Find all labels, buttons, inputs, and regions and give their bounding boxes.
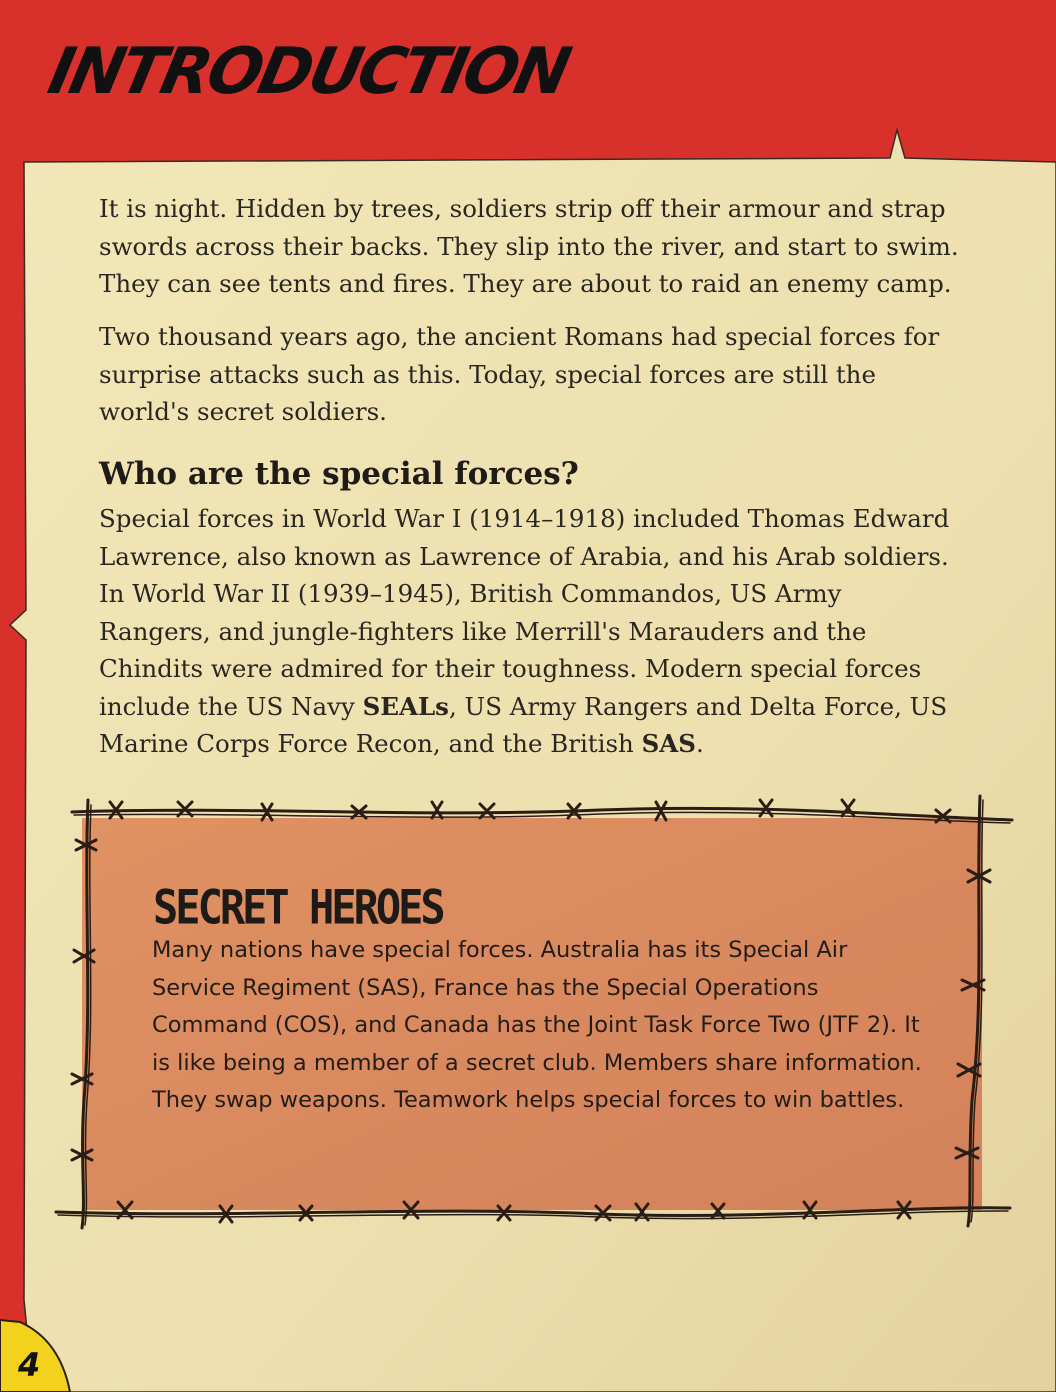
intro-paragraph-2: Two thousand years ago, the ancient Romans had special forces for surprise attacks such as this. Today, special forces are still the world's secret soldiers. <box>99 322 940 426</box>
page-number: 4 <box>18 1346 41 1384</box>
intro-paragraph-1: It is night. Hidden by trees, soldiers strip off their armour and strap swords across their backs. They slip into the river, and start to swim. They can see tents and fires. They are about to raid an enemy camp. <box>99 194 959 298</box>
section-text-c: . <box>696 729 704 758</box>
page-title: INTRODUCTION <box>42 35 575 109</box>
box-text: Many nations have special forces. Australia has its Special Air Service Regiment (SAS), France has the Special Operations Command (COS), and Canada has the Joint Task Force Two (JTF 2). It is like being a member of a secret club. Members share information. They swap weapons. Teamwork helps special forces to win battles. <box>152 937 922 1114</box>
section-heading: Who are the special forces? <box>99 456 579 492</box>
sas-term: SAS <box>641 729 697 758</box>
box-title: SECRET HEROES <box>153 880 443 935</box>
section-text-b: , US Army Rangers and Delta Force, US Marine Corps Force Recon, and the British <box>99 691 948 758</box>
section-paragraph <box>99 500 959 763</box>
section-text-a: Special forces in World War I (1914–1918) included Thomas Edward Lawrence, also known as Lawrence of Arabia, and his Arab soldiers. In World War II (1939–1945), British Commandos, US Army Rangers, and jungle-fighters like Merrill's Marauders and the Chindits were admired for their toughness. Modern special forces include the US Navy <box>99 504 950 721</box>
seals-term: SEALs <box>362 691 449 721</box>
